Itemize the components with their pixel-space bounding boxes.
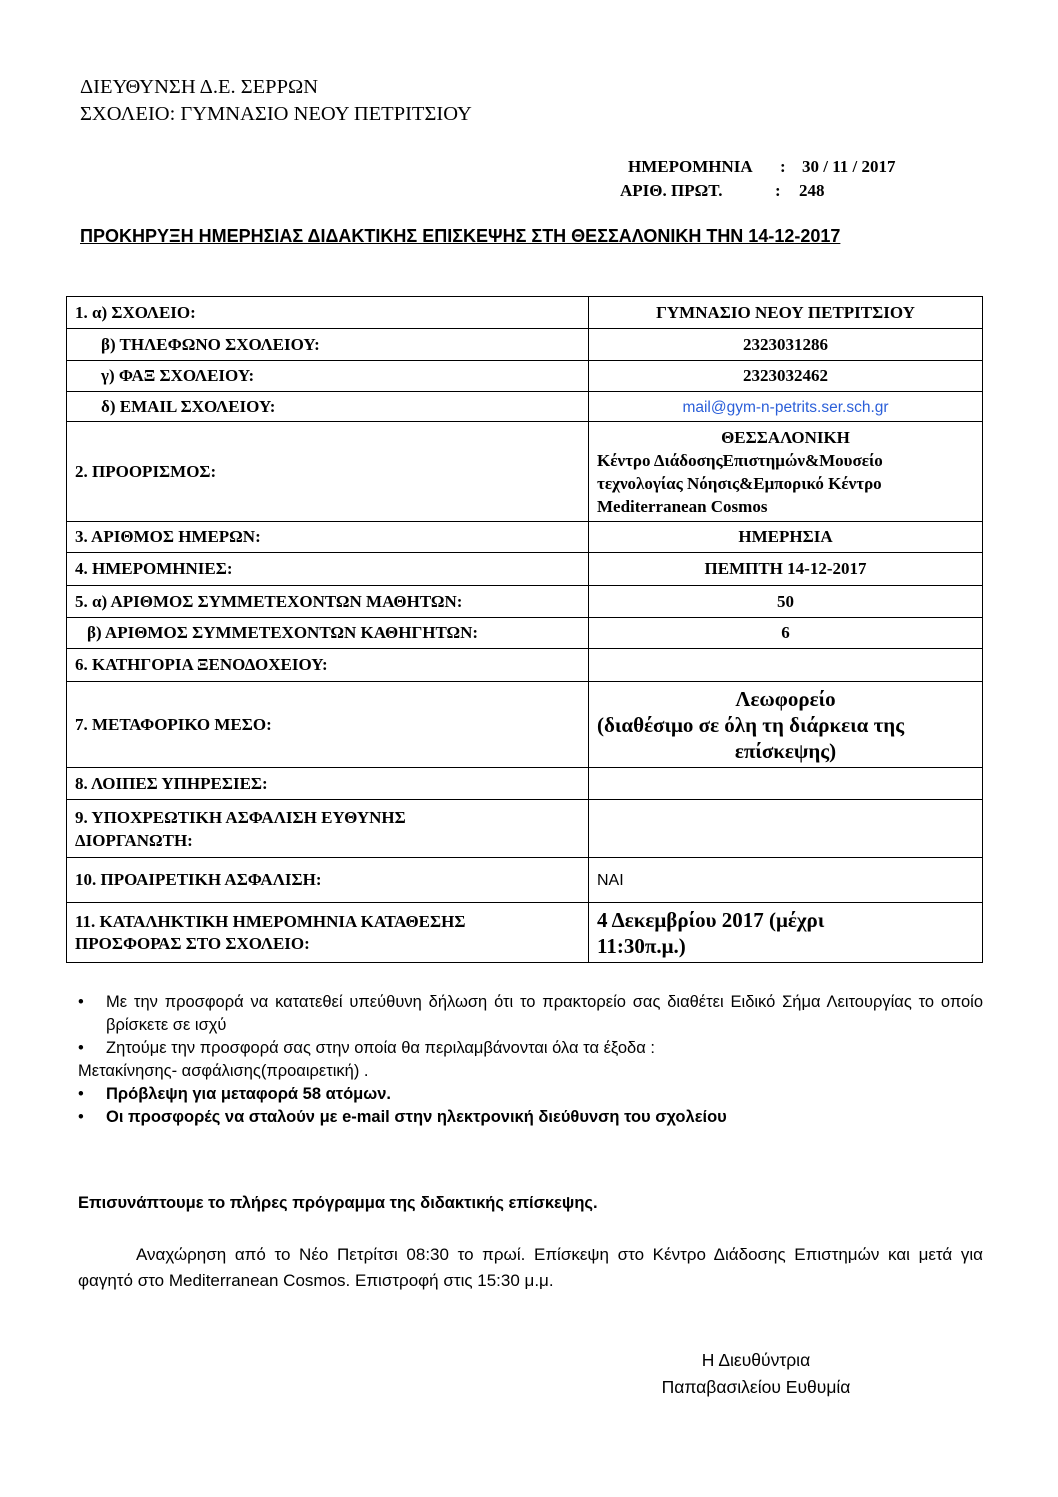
school-heading: ΣΧΟΛΕΙΟ: ΓΥΜΝΑΣΙΟ ΝΕΟΥ ΠΕΤΡΙΤΣΙΟΥ — [80, 103, 472, 125]
table-row — [67, 903, 983, 963]
protocol-label: ΑΡΙΘ. ΠΡΩΤ. — [620, 181, 723, 200]
destination-line-3: Mediterranean Cosmos — [597, 496, 768, 516]
destination-line-2: τεχνολογίας Νόησις&Εμπορικό Κέντρο — [597, 473, 882, 493]
days-value: ΗΜΕΡΗΣΙΑ — [589, 522, 983, 553]
email-label: δ) EMAIL ΣΧΟΛΕΙΟΥ: — [101, 396, 276, 416]
date-value: 30 / 11 / 2017 — [802, 157, 896, 176]
table-row — [67, 586, 983, 618]
destination-city: ΘΕΣΣΑΛΟΝΙΚΗ — [721, 427, 850, 447]
table-row — [67, 858, 983, 903]
transport-line-3: επίσκεψης) — [734, 738, 837, 763]
bullet-text-2: Ζητούμε την προσφορά σας στην οποία θα περιλαμβάνονται όλα τα έξοδα : — [106, 1039, 655, 1057]
table-row — [67, 392, 983, 422]
bullet-icon: • — [78, 993, 84, 1011]
school-value: ΓΥΜΝΑΣΙΟ ΝΕΟΥ ΠΕΤΡΙΤΣΙΟΥ — [589, 297, 983, 329]
transport-label: 7. ΜΕΤΑΦΟΡΙΚΟ ΜΕΣΟ: — [67, 682, 589, 768]
hotel-label: 6. ΚΑΤΗΓΟΡΙΑ ΞΕΝΟΔΟΧΕΙΟΥ: — [67, 649, 589, 682]
program-paragraph: Αναχώρηση από το Νέο Πετρίτσι 08:30 το πρωί. Επίσκεψη στο Κέντρο Διάδοσης Επιστημών και μετά για φαγητό στο Mediterranean Cosmos. Επιστροφή στις 15:30 μ.μ. — [78, 1245, 983, 1290]
table-row — [67, 361, 983, 392]
optional-insurance-value: ΝΑΙ — [597, 872, 624, 889]
transport-line-1: Λεωφορείο — [735, 686, 836, 711]
table-row — [67, 649, 983, 682]
students-value: 50 — [589, 586, 983, 618]
signature-role: Η Διευθύντρια — [701, 1350, 811, 1370]
list-item — [78, 1083, 983, 1106]
transport-line-2: (διαθέσιμο σε όλη τη διάρκεια της — [597, 712, 905, 737]
bullet-icon: • — [78, 1039, 84, 1057]
insurance-value — [589, 800, 983, 858]
services-label: 8. ΛΟΙΠΕΣ ΥΠΗΡΕΣΙΕΣ: — [67, 768, 589, 800]
date-block — [620, 157, 896, 205]
table-row — [67, 682, 983, 768]
bullet-icon: • — [78, 1108, 84, 1126]
table-row — [67, 329, 983, 361]
phone-label: β) ΤΗΛΕΦΩΝΟ ΣΧΟΛΕΙΟΥ: — [101, 334, 320, 354]
document-title: ΠΡΟΚΗΡΥΞΗ ΗΜΕΡΗΣΙΑΣ ΔΙΔΑΚΤΙΚΗΣ ΕΠΙΣΚΕΨΗΣ ΣΤΗ ΘΕΣΣΑΛΟΝΙΚΗ ΤΗΝ 14-12-2017 — [80, 226, 841, 246]
table-row — [67, 422, 983, 522]
bullet-list — [78, 991, 983, 1129]
protocol-separator: : — [775, 181, 781, 200]
email-link[interactable]: mail@gym-n-petrits.ser.sch.gr — [682, 398, 889, 416]
phone-value: 2323031286 — [589, 329, 983, 361]
dates-label: 4. ΗΜΕΡΟΜΗΝΙΕΣ: — [67, 553, 589, 586]
table-row — [67, 553, 983, 586]
fax-label: γ) ΦΑΞ ΣΧΟΛΕΙΟΥ: — [101, 366, 255, 385]
trip-info-table — [66, 296, 983, 963]
services-value — [589, 768, 983, 800]
date-separator: : — [780, 157, 786, 176]
students-label: 5. α) ΑΡΙΘΜΟΣ ΣΥΜΜΕΤΕΧΟΝΤΩΝ ΜΑΘΗΤΩΝ: — [67, 586, 589, 618]
table-row — [67, 618, 983, 649]
bullet-text-4: Οι προσφορές να σταλούν με e-mail στην ηλεκτρονική διεύθυνση του σχολείου — [106, 1108, 727, 1126]
bullet-icon: • — [78, 1085, 84, 1103]
directorate-heading: ΔΙΕΥΘΥΝΣΗ Δ.Ε. ΣΕΡΡΩΝ — [80, 76, 319, 98]
date-label: ΗΜΕΡΟΜΗΝΙΑ — [628, 157, 753, 176]
teachers-value: 6 — [589, 618, 983, 649]
list-item — [78, 1106, 983, 1129]
attachment-note: Επισυνάπτουμε το πλήρες πρόγραμμα της διδακτικής επίσκεψης. — [78, 1194, 598, 1212]
deadline-label-line-2: ΠΡΟΣΦΟΡΑΣ ΣΤΟ ΣΧΟΛΕΙΟ: — [75, 933, 310, 953]
dates-value: ΠΕΜΠΤΗ 14-12-2017 — [589, 553, 983, 586]
table-row — [67, 522, 983, 553]
table-row — [67, 768, 983, 800]
bullet-text-3: Πρόβλεψη για μεταφορά 58 ατόμων. — [106, 1085, 391, 1103]
hotel-value — [589, 649, 983, 682]
insurance-label-line-1: 9. ΥΠΟΧΡΕΩΤΙΚΗ ΑΣΦΑΛΙΣΗ ΕΥΘΥΝΗΣ — [75, 807, 406, 827]
insurance-label-line-2: ΔΙΟΡΓΑΝΩΤΗ: — [75, 830, 193, 850]
deadline-line-2: 11:30π.μ.) — [597, 933, 686, 958]
list-item — [78, 1037, 983, 1060]
deadline-line-1: 4 Δεκεμβρίου 2017 (μέχρι — [597, 907, 825, 932]
school-label: 1. α) ΣΧΟΛΕΙΟ: — [67, 297, 589, 329]
days-label: 3. ΑΡΙΘΜΟΣ ΗΜΕΡΩΝ: — [67, 522, 589, 553]
protocol-value: 248 — [799, 181, 825, 200]
optional-insurance-label: 10. ΠΡΟΑΙΡΕΤΙΚΗ ΑΣΦΑΛΙΣΗ: — [67, 858, 589, 903]
fax-value: 2323032462 — [589, 361, 983, 392]
deadline-label-line-1: 11. ΚΑΤΑΛΗΚΤΙΚΗ ΗΜΕΡΟΜΗΝΙΑ ΚΑΤΑΘΕΣΗΣ — [75, 911, 466, 931]
destination-label: 2. ΠΡΟΟΡΙΣΜΟΣ: — [67, 422, 589, 522]
signature-block — [640, 1347, 872, 1401]
bullet-continuation: Μετακίνησης- ασφάλισης(προαιρετική) . — [78, 1062, 369, 1080]
destination-line-1: Κέντρο ΔιάδοσηςΕπιστημών&Μουσείο — [597, 450, 883, 470]
table-row — [67, 800, 983, 858]
teachers-label: β) ΑΡΙΘΜΟΣ ΣΥΜΜΕΤΕΧΟΝΤΩΝ ΚΑΘΗΓΗΤΩΝ: — [87, 623, 479, 642]
bullet-text-1: Με την προσφορά να κατατεθεί υπεύθυνη δήλωση ότι το πρακτορείο σας διαθέτει Ειδικό Σήμα Λειτουργίας το οποίο βρίσκετε σε ισχύ — [106, 993, 983, 1034]
table-row — [67, 297, 983, 329]
list-item — [78, 991, 983, 1037]
signature-name: Παπαβασιλείου Ευθυμία — [661, 1377, 851, 1397]
